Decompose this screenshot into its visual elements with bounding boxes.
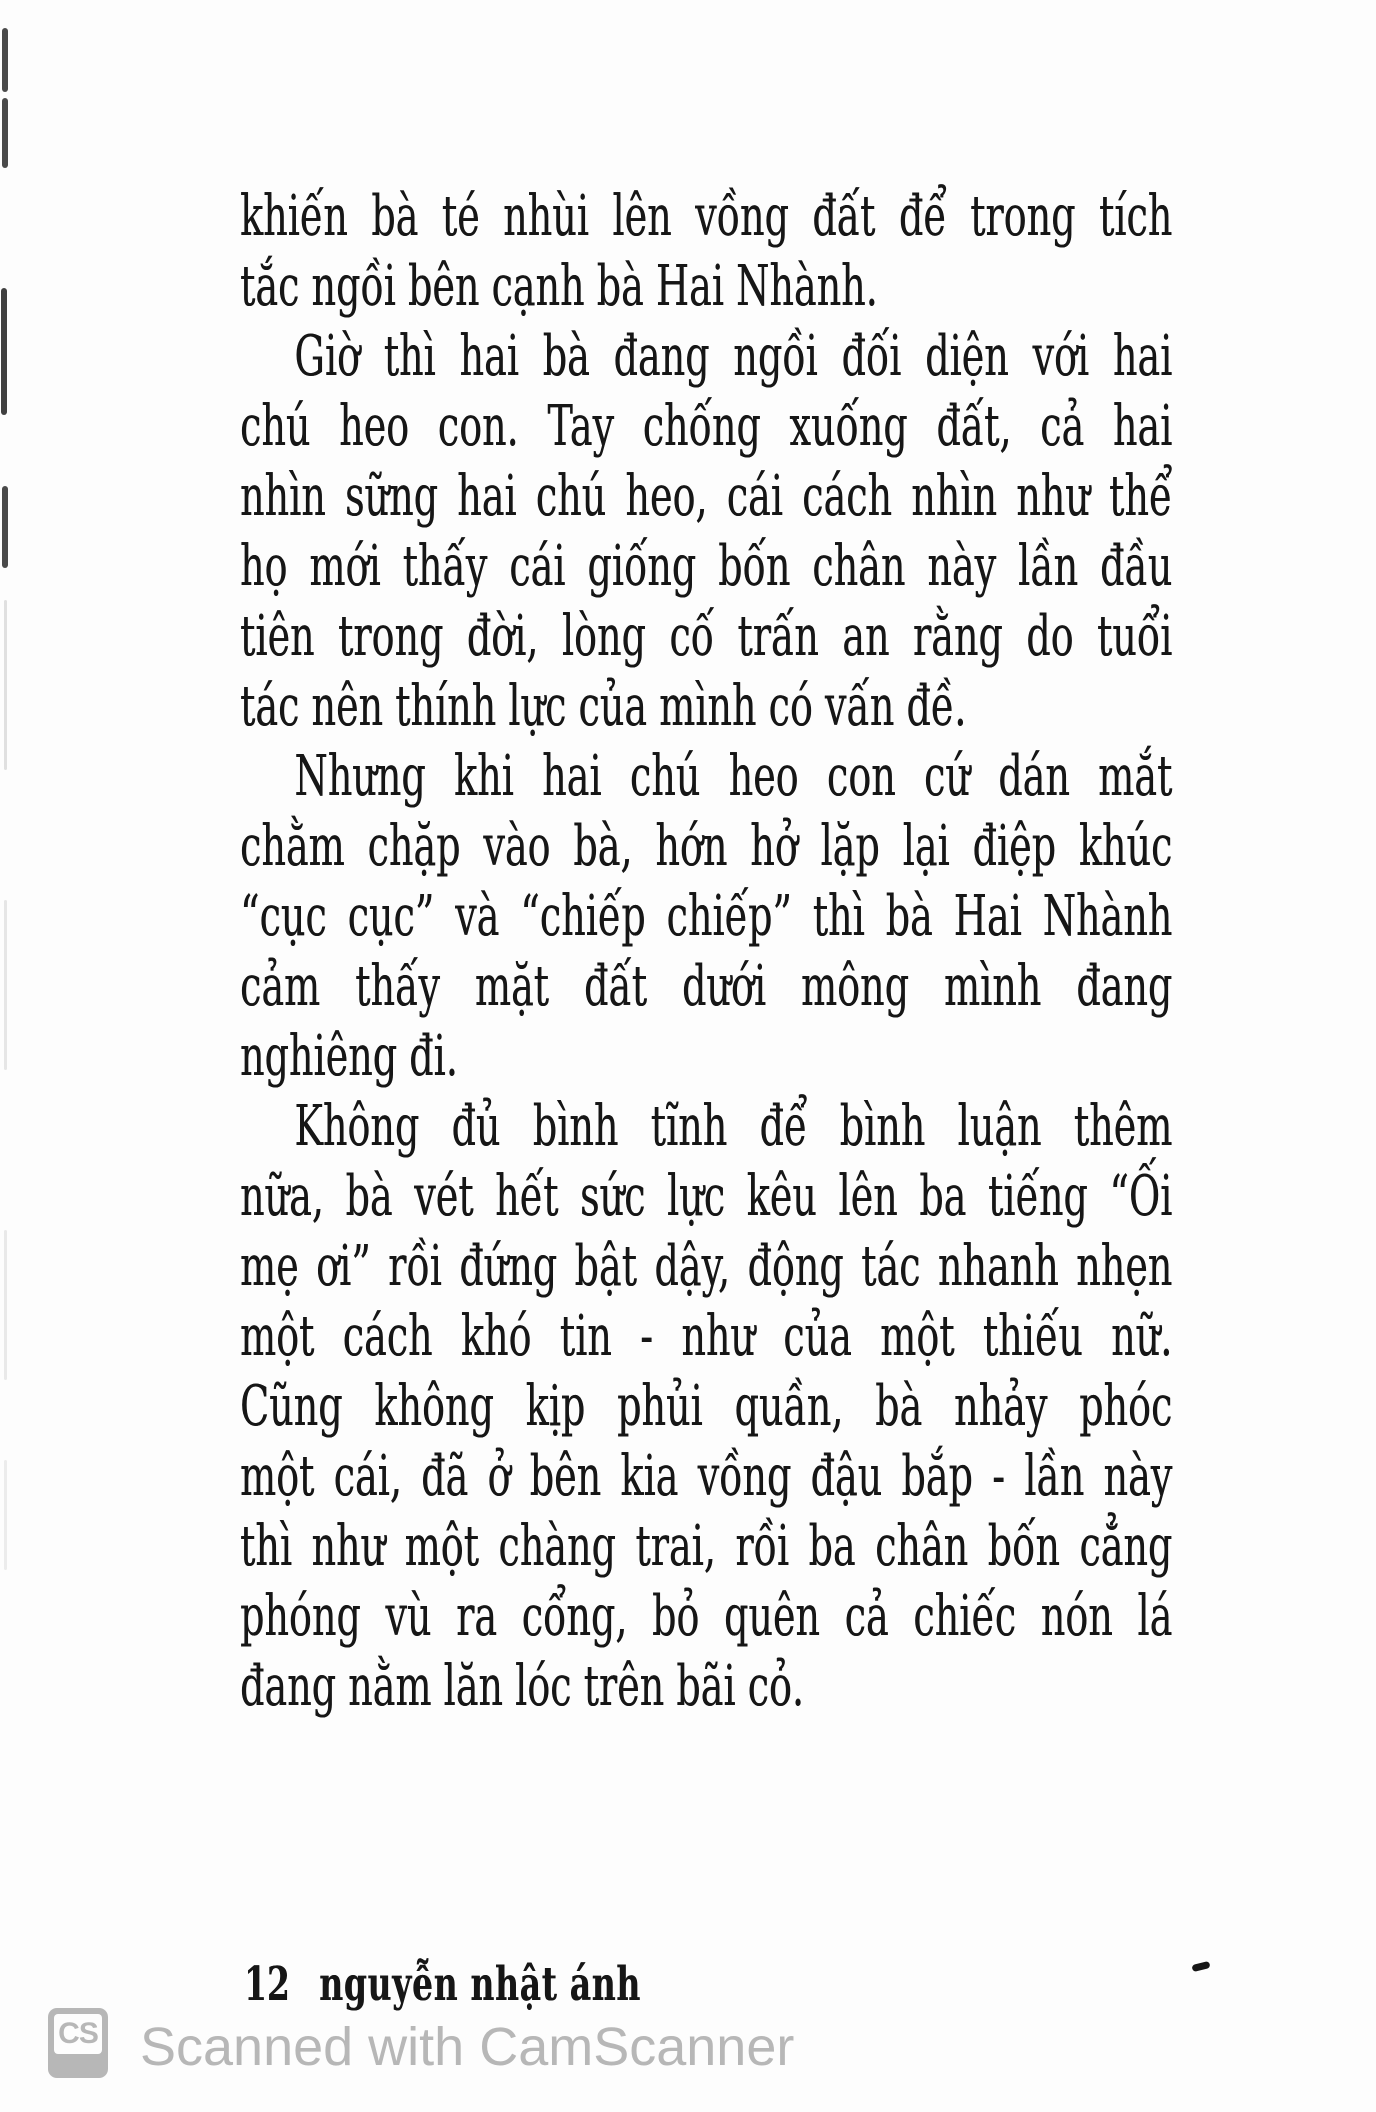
- body-text-line: khiến bà té nhùi lên vồng đất để trong tích: [240, 184, 1173, 249]
- body-text-line: chú heo con. Tay chống xuống đất, cả hai: [240, 394, 1173, 459]
- body-text-block: [240, 182, 1180, 1722]
- body-text-line: phóng vù ra cổng, bỏ quên cả chiếc nón lá: [240, 1584, 1173, 1649]
- scan-artifact-mark: [4, 900, 7, 1070]
- body-text-line: nữa, bà vét hết sức lực kêu lên ba tiếng “Ối: [240, 1164, 1173, 1229]
- body-text-line: nhìn sững hai chú heo, cái cách nhìn như thể: [240, 464, 1173, 529]
- scan-artifact-mark: [1, 288, 7, 415]
- body-text-line: tiên trong đời, lòng cố trấn an rằng do tuổi: [240, 604, 1173, 669]
- camscanner-logo-text: CS: [54, 2014, 102, 2054]
- body-text-line: một cái, đã ở bên kia vồng đậu bắp - lần này: [240, 1444, 1173, 1509]
- body-text-line: Giờ thì hai bà đang ngồi đối diện với hai: [294, 324, 1173, 389]
- body-text-line: tắc ngồi bên cạnh bà Hai Nhành.: [240, 254, 878, 319]
- body-text-line: họ mới thấy cái giống bốn chân này lần đầu: [240, 534, 1173, 599]
- scan-artifact-mark: [2, 486, 8, 568]
- camscanner-watermark-label: Scanned with CamScanner: [140, 2017, 795, 2077]
- body-text-line: Không đủ bình tĩnh để bình luận thêm: [294, 1094, 1173, 1159]
- ink-dash-artifact: [1191, 1961, 1210, 1972]
- body-text-line: mẹ ơi” rồi đứng bật dậy, động tác nhanh nhẹn: [240, 1234, 1173, 1299]
- footer-author: nguyễn nhật ánh: [319, 1957, 641, 2012]
- scan-artifact-mark: [2, 28, 8, 92]
- page-number: 12: [244, 1957, 290, 2012]
- camscanner-logo-icon: [48, 2008, 108, 2078]
- body-text-line: đang nằm lăn lóc trên bãi cỏ.: [240, 1654, 804, 1719]
- scan-artifact-mark: [2, 98, 8, 168]
- body-text-line: tác nên thính lực của mình có vấn đề.: [240, 674, 967, 739]
- body-text-line: thì như một chàng trai, rồi ba chân bốn cẳng: [240, 1514, 1173, 1579]
- body-text-line: một cách khó tin - như của một thiếu nữ.: [240, 1304, 1173, 1369]
- scan-artifact-mark: [4, 1230, 7, 1380]
- body-text-line: nghiêng đi.: [240, 1024, 458, 1089]
- body-text-line: chằm chặp vào bà, hớn hở lặp lại điệp khúc: [240, 814, 1173, 879]
- body-text-line: Nhưng khi hai chú heo con cứ dán mắt: [294, 744, 1173, 809]
- body-text-line: cảm thấy mặt đất dưới mông mình đang: [240, 954, 1173, 1019]
- scan-artifact-mark: [4, 600, 7, 770]
- body-text-line: “cục cục” và “chiếp chiếp” thì bà Hai Nhành: [240, 884, 1173, 949]
- page-footer: [244, 1958, 641, 2012]
- scan-artifact-mark: [4, 1460, 7, 1570]
- body-text-line: Cũng không kịp phủi quần, bà nhảy phóc: [240, 1374, 1173, 1439]
